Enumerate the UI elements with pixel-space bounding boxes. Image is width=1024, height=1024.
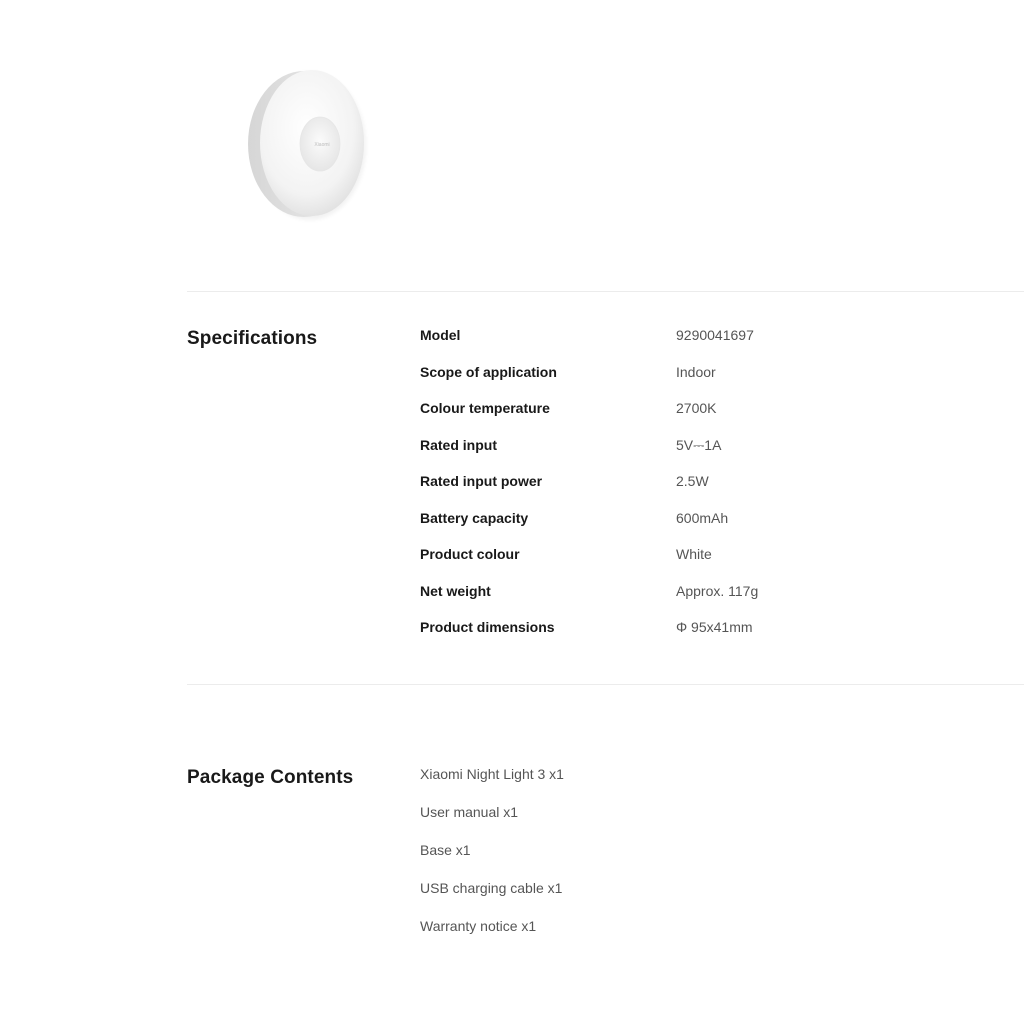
package-item: USB charging cable x1	[420, 880, 563, 896]
spec-label: Battery capacity	[420, 509, 529, 526]
spec-row	[420, 435, 1020, 472]
spec-row	[420, 617, 1020, 654]
spec-row	[420, 544, 1020, 581]
specifications-list	[420, 325, 1020, 654]
spec-label: Rated input power	[420, 473, 543, 489]
brand-mark: Xiaomi	[314, 142, 330, 148]
spec-row	[420, 362, 1020, 399]
package-item: Warranty notice x1	[420, 918, 537, 934]
spec-value: Approx. 117g	[676, 582, 759, 599]
product-image	[232, 58, 382, 228]
divider-top	[187, 291, 1024, 292]
spec-row	[420, 325, 1020, 362]
spec-label: Model	[420, 327, 461, 343]
spec-value: 5V⎓1A	[676, 436, 722, 453]
specifications-title: Specifications	[187, 328, 318, 349]
spec-label: Colour temperature	[420, 400, 550, 416]
night-light-device-icon	[232, 58, 382, 228]
spec-label: Net weight	[420, 582, 491, 599]
package-item: Xiaomi Night Light 3 x1	[420, 766, 564, 782]
spec-label: Scope of application	[420, 363, 557, 380]
spec-value: 2.5W	[676, 473, 709, 489]
spec-label: Rated input	[420, 436, 497, 453]
package-item: Base x1	[420, 842, 471, 858]
divider-middle	[187, 684, 1024, 685]
spec-row	[420, 398, 1020, 435]
spec-value: 2700K	[676, 400, 717, 416]
package-item: User manual x1	[420, 804, 519, 820]
spec-value: White	[676, 546, 712, 562]
spec-row	[420, 471, 1020, 508]
spec-row	[420, 581, 1020, 618]
spec-value: Indoor	[676, 363, 716, 380]
spec-label: Product colour	[420, 546, 520, 562]
package-contents-title: Package Contents	[187, 767, 354, 788]
package-contents-list	[420, 764, 564, 954]
spec-value: 9290041697	[676, 327, 754, 343]
spec-label: Product dimensions	[420, 619, 555, 635]
spec-value: 600mAh	[676, 509, 729, 526]
spec-row	[420, 508, 1020, 545]
spec-value: Φ 95x41mm	[676, 619, 753, 635]
